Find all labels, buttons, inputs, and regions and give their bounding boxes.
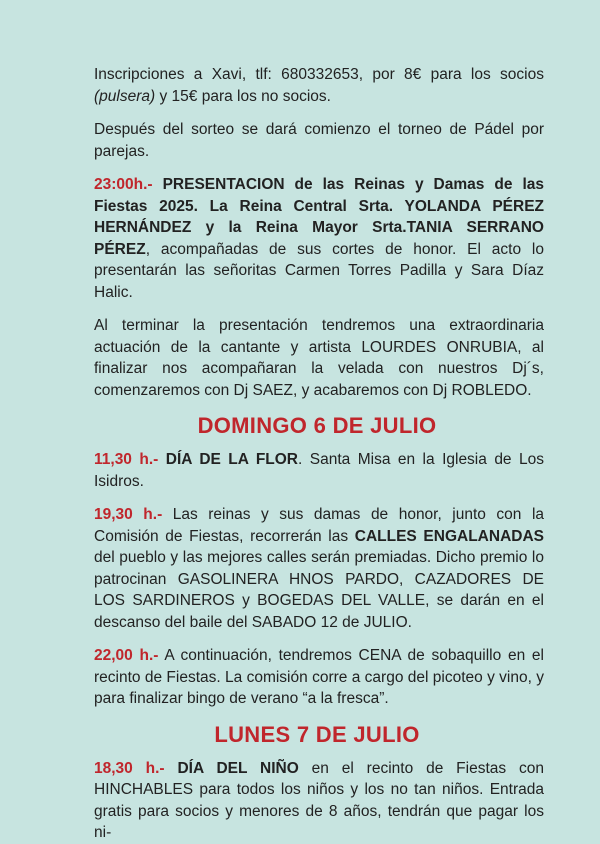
- italic-text: (pulsera): [94, 87, 156, 105]
- bold-text: DÍA DE LA FLOR: [158, 451, 299, 468]
- text: A continuación, tendremos CENA de sobaquillo en el recinto de Fiestas. La comisión corre a cargo del picoteo y vino, y para finalizar bingo de verano “a la fresca”.: [94, 647, 544, 707]
- paragraph-dia-nino: [94, 758, 544, 844]
- paragraph-presentacion: [94, 174, 544, 303]
- paragraph-calles: [94, 504, 544, 633]
- bold-text: PRESENTACION de las Reinas y Damas de las Fiestas 2025. La Reina Central Srta. YOLANDA PÉREZ HERNÁNDEZ y la Reina Mayor Srta.TANIA SERRANO PÉREZ: [94, 176, 544, 258]
- paragraph-padel: Después del sorteo se dará comienzo el torneo de Pádel por parejas.: [94, 121, 544, 160]
- bold-text: CALLES ENGALANADAS: [354, 527, 544, 545]
- text: en el recinto de Fiestas con HINCHABLES para todos los niños y los no tan niños. Entrada gratis para socios y menores de 8 años, tendrán que pagar los ni-: [94, 759, 544, 841]
- text: , acompañadas de sus cortes de honor. El acto lo presentarán las señoritas Carmen Torres Padilla y Sara Díaz Halic.: [94, 240, 544, 301]
- paragraph-dia-flor: [94, 449, 544, 492]
- event-time: 18,30 h.-: [94, 759, 165, 777]
- event-time: 11,30 h.-: [94, 451, 159, 468]
- paragraph-inscripciones: [94, 64, 544, 107]
- text: . Santa Misa en la Iglesia de Los Isidros.: [94, 451, 544, 490]
- day-heading-lunes: LUNES 7 DE JULIO: [214, 721, 420, 747]
- text: Inscripciones a Xavi, tlf: 680332653, por 8€ para los socios: [94, 66, 544, 83]
- text: Las reinas y sus damas de honor, junto con la Comisión de Fiestas, recorrerán las: [94, 506, 545, 545]
- event-time: 23:00h.-: [94, 176, 153, 193]
- event-time: 19,30 h.-: [94, 506, 163, 523]
- paragraph-actuacion: Al terminar la presentación tendremos una extraordinaria actuación de la cantante y artista LOURDES ONRUBIA, al finalizar nos acompañaran la velada con nuestros Dj´s, comenzaremos con Dj SAEZ, y acabaremos con Dj ROBLEDO.: [94, 317, 544, 399]
- paragraph-cena: [94, 645, 544, 710]
- event-time: 22,00 h.-: [94, 647, 159, 664]
- text: y 15€ para los no socios.: [155, 87, 331, 105]
- text: del pueblo y las mejores calles serán premiadas. Dicho premio lo patrocinan GASOLINERA HNOS PARDO, CAZADORES DE LOS SARDINEROS y BOGEDAS DEL VALLE, se darán en el descanso del baile del SABADO 12 de JULIO.: [94, 549, 544, 631]
- bold-text: DÍA DEL NIÑO: [164, 759, 299, 777]
- day-heading-domingo: DOMINGO 6 DE JULIO: [197, 413, 437, 438]
